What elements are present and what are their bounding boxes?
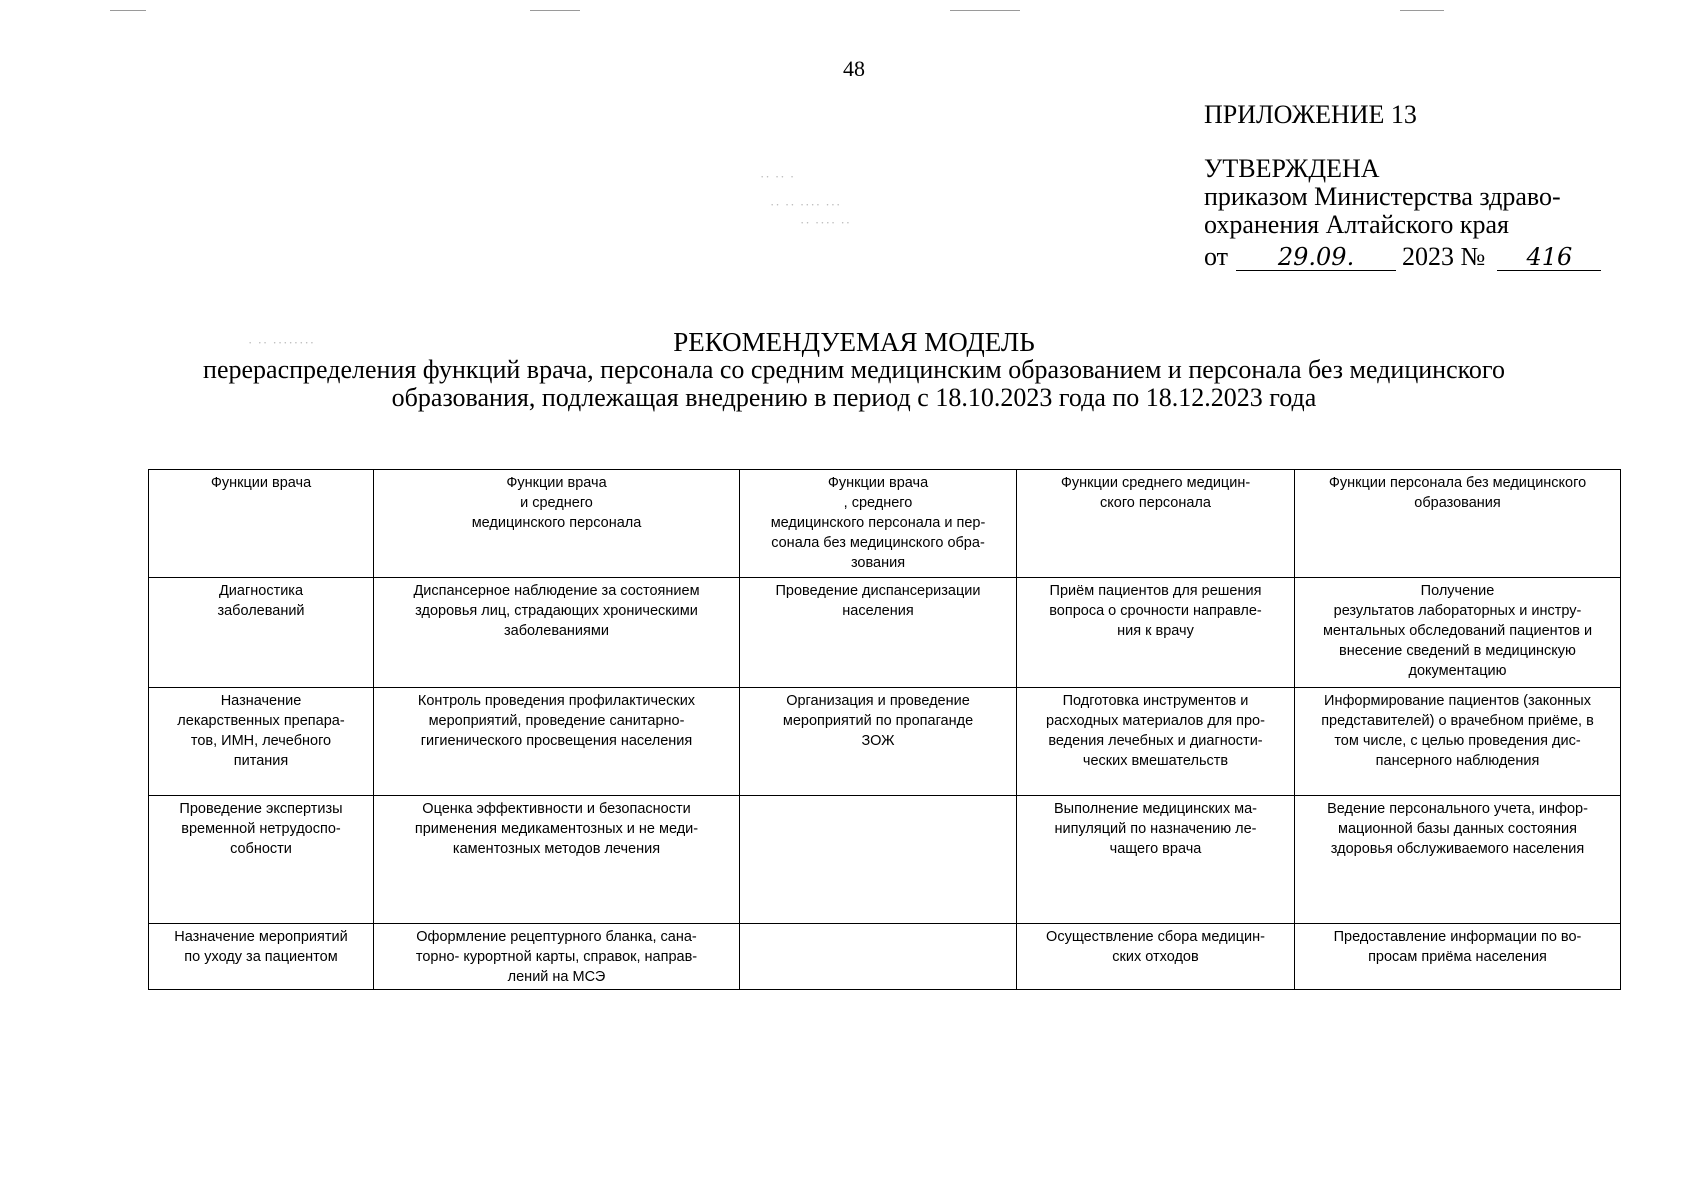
table-cell: Ведение персонального учета, инфор- мационной базы данных состояния здоровья обслуживаемого населения bbox=[1295, 796, 1621, 924]
scan-edge-line bbox=[1400, 10, 1444, 11]
table-row bbox=[149, 924, 1621, 990]
table-cell: Подготовка инструментов и расходных материалов для про- ведения лечебных и диагности- ческих вмешательств bbox=[1017, 688, 1295, 796]
table-cell: Выполнение медицинских ма- нипуляций по назначению ле- чащего врача bbox=[1017, 796, 1295, 924]
table-cell: Организация и проведение мероприятий по пропаганде ЗОЖ bbox=[740, 688, 1017, 796]
table-cell: Получение результатов лабораторных и инстру- ментальных обследований пациентов и внесение сведений в медицинскую документацию bbox=[1295, 578, 1621, 688]
functions-table bbox=[148, 469, 1621, 990]
table-cell: Приём пациентов для решения вопроса о срочности направле- ния к врачу bbox=[1017, 578, 1295, 688]
table-cell bbox=[740, 924, 1017, 990]
header-cell: Функции среднего медицин- ского персонала bbox=[1017, 470, 1295, 578]
header-cell: Функции персонала без медицинского образования bbox=[1295, 470, 1621, 578]
scan-edge-line bbox=[530, 10, 580, 11]
document-subtitle: образования, подлежащая внедрению в период с 18.10.2023 года по 18.12.2023 года bbox=[391, 383, 1317, 412]
approval-line: охранения Алтайского края bbox=[1204, 210, 1510, 239]
document-title-block bbox=[0, 328, 1708, 412]
table-cell: Оценка эффективности и безопасности применения медикаментозных и не меди- каментозных методов лечения bbox=[374, 796, 740, 924]
approval-block bbox=[1204, 155, 1601, 271]
table-cell: Проведение диспансеризации населения bbox=[740, 578, 1017, 688]
faded-stamp-mark: · ·· ········ bbox=[248, 335, 316, 350]
table-cell: Диспансерное наблюдение за состоянием здоровья лиц, страдающих хроническими заболеваниями bbox=[374, 578, 740, 688]
scan-edge-line bbox=[110, 10, 146, 11]
document-title: РЕКОМЕНДУЕМАЯ МОДЕЛЬ bbox=[673, 327, 1035, 357]
table-cell: Контроль проведения профилактических мероприятий, проведение санитарно- гигиенического просвещения населения bbox=[374, 688, 740, 796]
faded-stamp-mark: ·· ·· ···· ··· bbox=[770, 197, 842, 212]
year-number-label: 2023 № bbox=[1402, 242, 1486, 271]
table-cell: Предоставление информации по во- просам приёма населения bbox=[1295, 924, 1621, 990]
faded-stamp-mark: ·· ···· ·· bbox=[800, 215, 852, 230]
faded-stamp-mark: ·· ·· · bbox=[760, 169, 796, 184]
handwritten-date: 29.09. bbox=[1236, 244, 1396, 271]
table-cell: Назначение мероприятий по уходу за пациентом bbox=[149, 924, 374, 990]
table-cell: Назначение лекарственных препара- тов, ИМН, лечебного питания bbox=[149, 688, 374, 796]
approval-line: приказом Министерства здраво- bbox=[1204, 182, 1561, 211]
header-cell: Функции врача , среднего медицинского персонала и пер- сонала без медицинского обра- зования bbox=[740, 470, 1017, 578]
table-cell bbox=[740, 796, 1017, 924]
table-row bbox=[149, 688, 1621, 796]
table-cell: Осуществление сбора медицин- ских отходов bbox=[1017, 924, 1295, 990]
header-cell: Функции врача и среднего медицинского персонала bbox=[374, 470, 740, 578]
table-cell: Проведение экспертизы временной нетрудоспо- собности bbox=[149, 796, 374, 924]
scan-edge-line bbox=[950, 10, 1020, 11]
table-cell: Оформление рецептурного бланка, сана- торно- курортной карты, справок, направ- лений на МСЭ bbox=[374, 924, 740, 990]
table-row bbox=[149, 578, 1621, 688]
approval-date-row bbox=[1204, 243, 1601, 271]
approval-heading: УТВЕРЖДЕНА bbox=[1204, 154, 1380, 183]
table-row bbox=[149, 796, 1621, 924]
handwritten-order-number: 416 bbox=[1497, 244, 1601, 271]
table-cell: Диагностика заболеваний bbox=[149, 578, 374, 688]
header-cell: Функции врача bbox=[149, 470, 374, 578]
document-subtitle: перераспределения функций врача, персонала со средним медицинским образованием и персонала без медицинского bbox=[203, 355, 1505, 384]
from-label: от bbox=[1204, 242, 1229, 271]
table-cell: Информирование пациентов (законных представителей) о врачебном приёме, в том числе, с целью проведения дис- пансерного наблюдения bbox=[1295, 688, 1621, 796]
table-header-row bbox=[149, 470, 1621, 578]
page-number: 48 bbox=[843, 56, 865, 81]
annex-title: ПРИЛОЖЕНИЕ 13 bbox=[1204, 100, 1417, 129]
